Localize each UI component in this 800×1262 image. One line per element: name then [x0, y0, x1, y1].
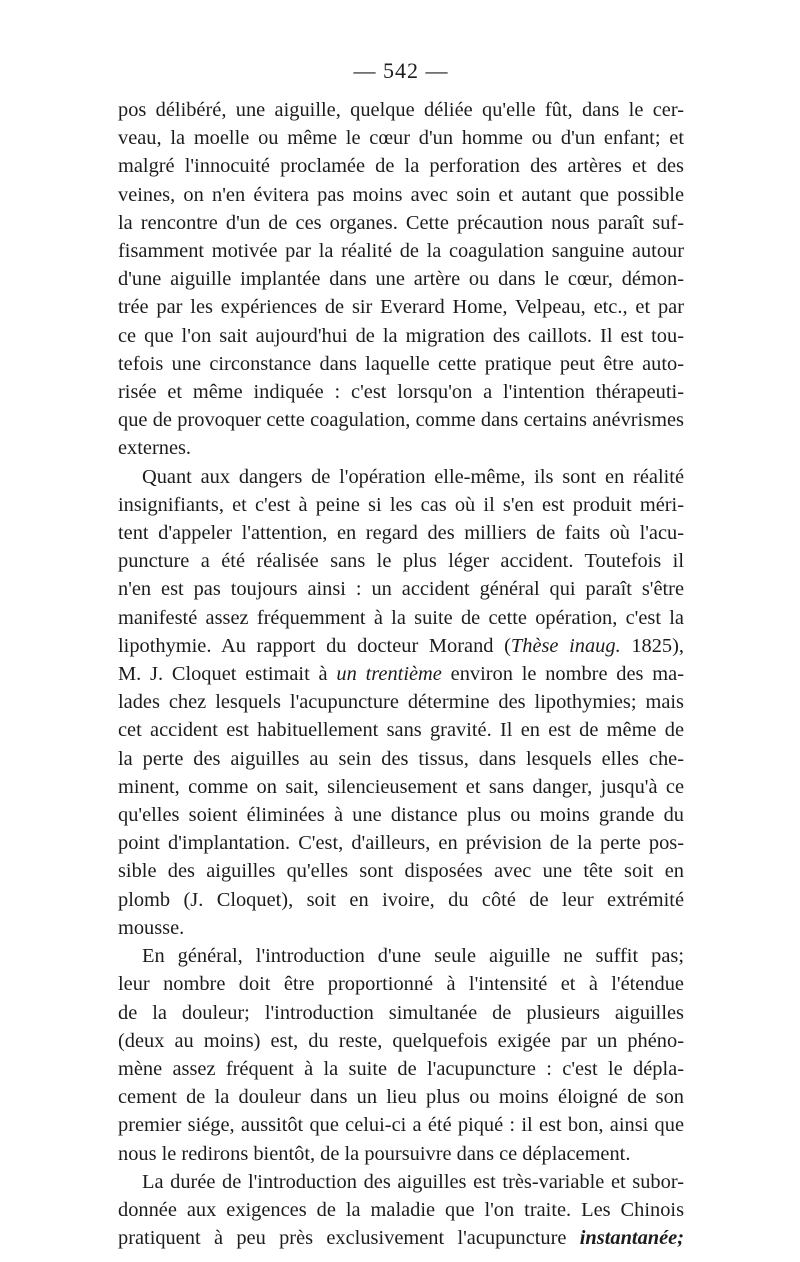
- text-line: veau, la moelle ou même le cœur d'un homme ou d'un enfant; et: [118, 127, 684, 150]
- text-segment: environ le nombre des ma-: [441, 663, 684, 686]
- text-segment: M. J. Cloquet estimait à: [118, 663, 337, 686]
- text-line: point d'implantation. C'est, d'ailleurs, en prévision de la perte pos-: [118, 832, 684, 855]
- text-line: [118, 660, 684, 688]
- text-line: leur nombre doit être proportionné à l'intensité et à l'étendue: [118, 973, 684, 996]
- text-line: de la douleur; l'introduction simultanée de plusieurs aiguilles: [118, 1001, 684, 1024]
- text-line: trée par les expériences de sir Everard Home, Velpeau, etc., et par: [118, 296, 684, 319]
- page-number: — 542 —: [353, 58, 449, 83]
- text-line: tent d'appeler l'attention, en regard des milliers de faits où l'acu-: [118, 522, 684, 545]
- text-line: En général, l'introduction d'une seule aiguille ne suffit pas;: [142, 945, 684, 968]
- paragraph: [118, 942, 684, 1168]
- text-line: plomb (J. Cloquet), soit en ivoire, du côté de leur extrémité: [118, 888, 684, 911]
- paragraph: [118, 1168, 684, 1253]
- text-line: Quant aux dangers de l'opération elle-même, ils sont en réalité: [142, 465, 684, 488]
- text-line: la perte des aiguilles au sein des tissus, dans lesquels elles che-: [118, 747, 684, 770]
- text-line: veines, on n'en évitera pas moins avec soin et autant que possible: [118, 183, 684, 206]
- text-segment: 1825),: [620, 634, 684, 657]
- text-line: [118, 1224, 684, 1252]
- text-line: qu'elles soient éliminées à une distance plus ou moins grande du: [118, 804, 684, 827]
- italic-text: instantanée;: [579, 1227, 684, 1250]
- text-line: La durée de l'introduction des aiguilles est très-variable et subor-: [142, 1170, 684, 1193]
- text-line: n'en est pas toujours ainsi : un accident général qui paraît s'être: [118, 578, 684, 601]
- text-line: puncture a été réalisée sans le plus léger accident. Toutefois il: [118, 550, 684, 573]
- italic-text: un trentième: [336, 663, 442, 686]
- text-line: mousse.: [118, 916, 185, 939]
- text-line: que de provoquer cette coagulation, comme dans certains anévrismes: [118, 409, 684, 432]
- text-line: externes.: [118, 437, 192, 460]
- text-line: premier siége, aussitôt que celui-ci a été piqué : il est bon, ainsi que: [118, 1114, 684, 1137]
- text-segment: lipothymie. Au rapport du docteur Morand (: [118, 634, 511, 657]
- text-line: donnée aux exigences de la maladie que l'on traite. Les Chinois: [118, 1198, 684, 1221]
- text-line: fisamment motivée par la réalité de la coagulation sanguine autour: [118, 240, 684, 263]
- paragraph: [118, 96, 684, 463]
- text-line: pos délibéré, une aiguille, quelque déliée qu'elle fût, dans le cer-: [118, 99, 684, 121]
- text-line: ce que l'on sait aujourd'hui de la migration des caillots. Il est tou-: [118, 324, 684, 347]
- text-line: cet accident est habituellement sans gravité. Il en est de même de: [118, 719, 684, 742]
- text-line: lades chez lesquels l'acupuncture détermine des lipothymies; mais: [118, 691, 684, 714]
- paragraph: [118, 463, 684, 942]
- text-line: insignifiants, et c'est à peine si les cas où il s'en est produit méri-: [118, 493, 684, 516]
- text-line: nous le redirons bientôt, de la poursuivre dans ce déplacement.: [118, 1142, 631, 1165]
- text-line: tefois une circonstance dans laquelle cette pratique peut être auto-: [118, 352, 684, 375]
- italic-text: Thèse inaug.: [510, 634, 621, 657]
- text-line: la rencontre d'un de ces organes. Cette précaution nous paraît suf-: [118, 211, 684, 234]
- text-line: sible des aiguilles qu'elles sont disposées avec une tête soit en: [118, 860, 684, 883]
- text-line: cement de la douleur dans un lieu plus ou moins éloigné de son: [118, 1086, 684, 1109]
- text-line: (deux au moins) est, du reste, quelquefois exigée par un phéno-: [118, 1029, 684, 1052]
- text-line: mène assez fréquent à la suite de l'acupuncture : c'est le dépla-: [118, 1057, 684, 1080]
- text-line: risée et même indiquée : c'est lorsqu'on a l'intention thérapeuti-: [118, 381, 684, 404]
- body-text: [118, 96, 684, 1252]
- text-line: d'une aiguille implantée dans une artère ou dans le cœur, démon-: [118, 268, 684, 291]
- text-line: minent, comme on sait, silencieusement et sans danger, jusqu'à ce: [118, 775, 684, 798]
- text-line: [118, 632, 684, 660]
- text-line: manifesté assez fréquemment à la suite de cette opération, c'est la: [118, 606, 684, 629]
- text-segment: pratiquent à peu près exclusivement l'acupuncture: [118, 1227, 580, 1250]
- text-line: malgré l'innocuité proclamée de la perforation des artères et des: [118, 155, 684, 178]
